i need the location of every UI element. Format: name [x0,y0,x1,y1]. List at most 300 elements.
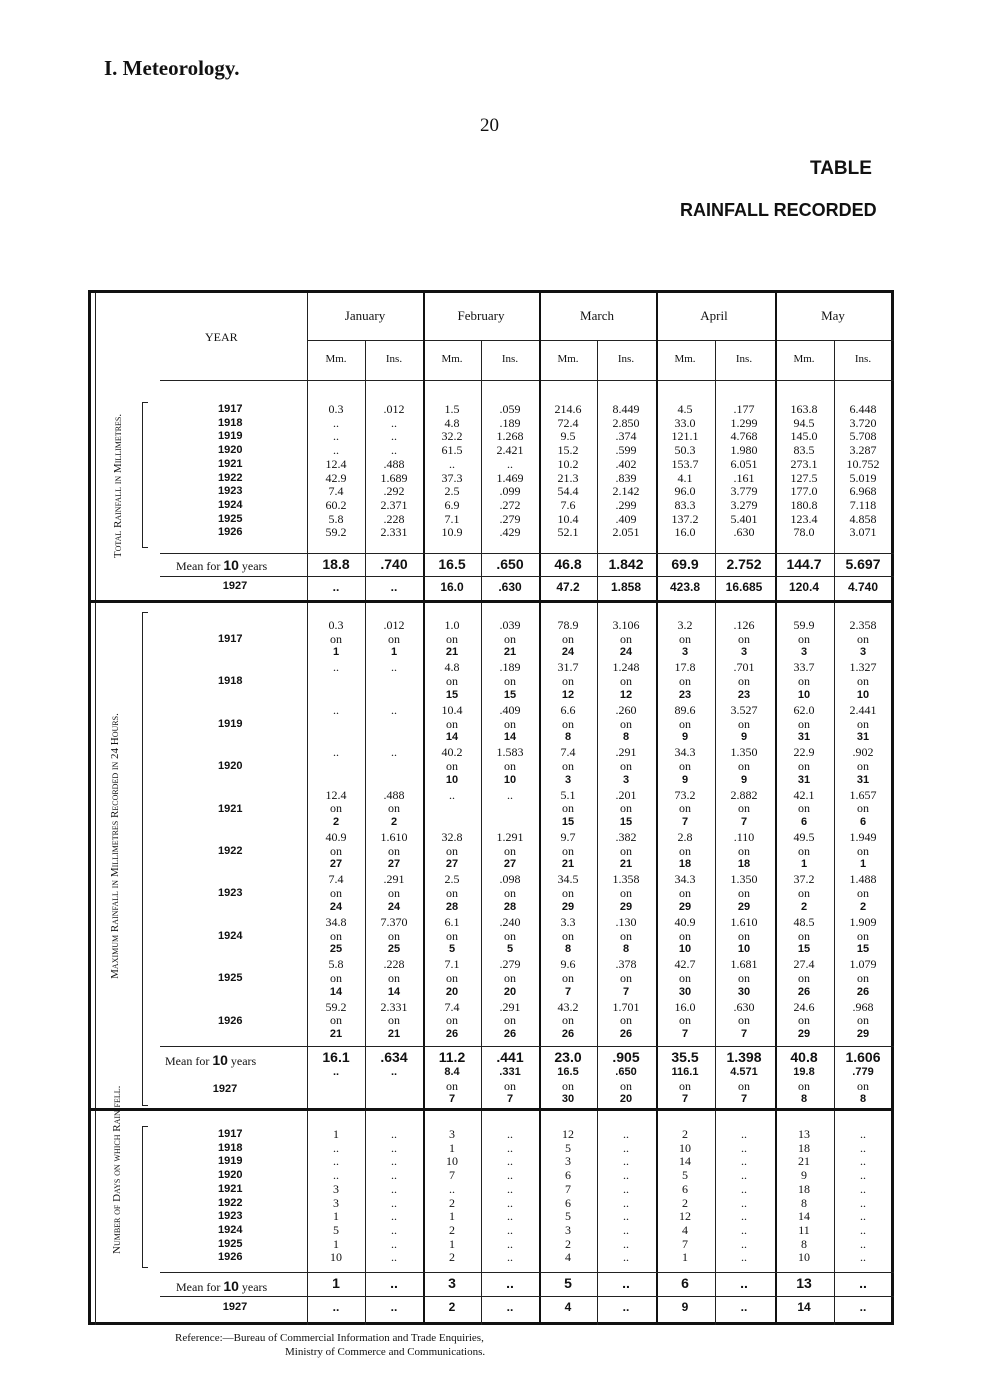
data-cell: on [562,801,574,816]
data-cell: 20 [619,1093,633,1106]
data-cell: 12 [561,688,575,701]
year-brace [142,612,148,1106]
data-cell: 9 [740,773,748,786]
data-cell: 5 [333,1222,339,1237]
mean-cell: 35.5 [671,1049,699,1065]
data-cell: on [446,674,458,689]
unit-header: Mm. [441,353,463,365]
data-cell: on [446,716,458,731]
data-cell: .228 [383,957,405,972]
year-label: 1920 [218,444,243,457]
data-cell: .630 [498,580,522,594]
data-cell: .. [741,1140,747,1155]
data-cell: 2.8 [677,830,693,844]
data-cell: 34.3 [674,745,696,760]
data-cell: 2 [449,1195,455,1210]
year-label: 1923 [218,485,243,498]
data-cell: on [738,970,750,985]
data-cell: .. [741,1209,747,1224]
data-cell: .. [741,1222,747,1237]
data-cell: 1.248 [612,660,640,675]
data-cell: 3.279 [730,497,758,512]
data-cell: on [504,886,516,901]
data-cell: on [620,674,632,689]
data-cell: .599 [615,443,637,458]
mean-cell: 40.8 [790,1049,818,1065]
data-cell: 1.0 [444,618,460,632]
data-cell: 8 [800,1093,808,1106]
data-cell: 14 [798,1209,810,1224]
data-cell: 34.3 [674,872,696,887]
data-cell: .. [740,1300,748,1314]
mean-label-part: 10 [223,557,239,573]
data-cell: 27 [445,858,459,871]
data-cell: .. [391,1181,397,1196]
data-cell: 10 [446,1154,458,1169]
data-cell: .279 [499,511,521,526]
data-cell: 7.4 [444,999,460,1014]
data-cell: .. [860,1209,866,1224]
data-cell: 18 [737,858,751,871]
data-cell: 2.371 [380,497,408,512]
data-cell: 7 [506,1093,514,1106]
data-cell: on [620,1013,632,1028]
header-rule [160,380,894,381]
data-cell: 7.1 [444,511,460,526]
data-cell: on [679,716,691,731]
data-cell: 15 [619,816,633,828]
data-cell: .. [622,1300,630,1314]
data-cell: on [620,928,632,943]
data-cell: 0.3 [328,618,344,632]
data-cell: 2.142 [612,484,640,499]
data-cell: on [679,843,691,858]
data-cell: 1 [390,646,398,659]
data-cell: on [504,1078,516,1093]
data-cell: 3 [449,1127,455,1141]
data-cell: 6.6 [560,702,576,717]
data-cell: on [446,886,458,901]
data-cell: 47.2 [556,580,580,594]
data-cell: 5.1 [560,787,576,802]
data-cell: .161 [733,470,755,485]
data-cell: 21 [561,858,575,871]
data-cell: .. [623,1222,629,1237]
data-cell: .. [333,1140,339,1155]
data-cell: .099 [499,484,521,499]
data-cell: 21 [503,646,517,659]
data-cell: .. [741,1236,747,1251]
data-cell: 2 [449,1222,455,1237]
data-cell: on [798,801,810,816]
data-cell: on [679,928,691,943]
data-cell: on [738,674,750,689]
data-cell: 34.8 [325,914,347,929]
mean-cell: 69.9 [671,556,699,572]
data-cell: .. [623,1236,629,1251]
data-cell: 54.4 [557,484,579,499]
data-cell: .272 [499,497,521,512]
data-cell: .. [449,1181,455,1196]
data-cell: 30 [678,985,692,998]
data-cell: 10.752 [846,456,880,471]
mean-cell: 46.8 [554,556,582,572]
data-cell: on [620,631,632,646]
data-cell: 116.1 [671,1066,699,1078]
data-cell: 40.2 [441,745,463,760]
data-cell: 94.5 [793,415,815,430]
year-label: 1917 [218,633,243,645]
data-cell: 121.1 [671,429,699,444]
data-cell: on [504,928,516,943]
data-cell: on [738,843,750,858]
data-cell: on [330,970,342,985]
mean-cell: .634 [380,1049,408,1065]
data-cell: 31 [797,731,811,744]
data-cell: 7.4 [560,745,576,760]
data-cell: 10 [797,688,811,701]
data-cell: on [857,758,869,773]
data-cell: 6.968 [849,484,877,499]
data-cell: .. [860,1222,866,1237]
mean-label [176,1278,267,1295]
data-cell: .. [390,1066,398,1078]
data-cell: 27 [329,858,343,871]
unit-header: Ins. [501,353,519,365]
data-cell: on [562,674,574,689]
data-cell: on [738,1078,750,1093]
data-cell: 1.610 [380,830,408,844]
data-cell: on [857,928,869,943]
data-cell: .968 [852,999,874,1014]
data-cell: on [504,970,516,985]
data-cell: 1.299 [730,415,758,430]
data-cell: 1.327 [849,660,877,675]
year-label: 1921 [218,1182,243,1195]
data-cell: .. [391,702,397,717]
data-cell: 24 [619,646,633,659]
data-cell: 12 [562,1127,574,1141]
data-cell: 10 [330,1250,342,1265]
data-cell: 10 [856,688,870,701]
mean-rule [160,553,894,554]
data-cell: 32.8 [441,830,463,844]
data-cell: on [562,716,574,731]
data-cell: 3.2 [677,618,693,632]
data-cell: 5.8 [328,511,344,526]
data-cell: 21 [798,1154,810,1169]
data-cell: .. [332,580,340,594]
data-cell: on [798,1078,810,1093]
data-cell: 60.2 [325,497,347,512]
mean-label-part: years [238,1280,268,1294]
year-brace [142,1126,148,1268]
data-cell: .. [333,1154,339,1169]
data-cell: 78.9 [557,618,579,632]
month-header: January [344,308,386,323]
data-cell: 5.8 [328,957,344,972]
data-cell: 2 [682,1195,688,1210]
data-cell: on [388,631,400,646]
data-cell: 12.4 [325,787,347,802]
mean-label-part: years [238,559,268,573]
data-cell: .. [391,1195,397,1210]
data-cell: 6 [682,1181,688,1196]
data-cell: 16.5 [557,1066,579,1078]
data-cell: 78.0 [793,525,815,540]
data-cell: 24 [329,900,343,913]
data-cell: .126 [733,618,755,632]
data-cell: 26 [445,1028,459,1040]
data-cell: on [388,886,400,901]
data-cell: .779 [852,1066,874,1078]
data-cell: on [620,970,632,985]
data-cell: 2.5 [444,484,460,499]
data-cell: 6.051 [730,456,758,471]
mean-cell: 16.5 [438,556,466,572]
data-cell: 30 [561,1093,575,1106]
data-cell: 15 [561,816,575,828]
data-cell: .. [507,456,513,471]
data-cell: 9 [801,1168,807,1183]
year-label: 1924 [218,1223,243,1236]
data-cell: on [562,758,574,773]
data-cell: .409 [499,702,521,717]
data-cell: 7 [448,1093,456,1106]
data-cell: 153.7 [671,456,699,471]
year-label: 1921 [218,457,243,470]
data-cell: .189 [499,660,521,675]
data-cell: .. [391,1127,397,1141]
data-cell: .. [623,1181,629,1196]
mean-label-part: 10 [212,1052,228,1068]
data-cell: 29 [856,1028,870,1040]
data-cell: .. [623,1250,629,1265]
mean-cell: 5 [564,1275,572,1291]
data-cell: 21.3 [557,470,579,485]
data-cell: 14 [387,985,401,998]
data-cell: 17.8 [674,660,696,675]
data-cell: 120.4 [788,580,820,594]
data-cell: .. [860,1195,866,1210]
data-cell: 21 [445,646,459,659]
data-cell: .039 [499,618,521,632]
data-cell: 31 [856,731,870,744]
data-cell: 10 [679,1140,691,1155]
data-cell: 7 [740,816,748,828]
data-cell: 4.740 [847,580,879,594]
data-cell: 2.850 [612,415,640,430]
data-cell: 59.9 [793,618,815,632]
year-label: 1920 [218,1169,243,1182]
data-cell: .. [507,1168,513,1183]
data-cell: 1.358 [612,872,640,887]
data-cell: 15 [445,688,459,701]
data-cell: 31 [856,773,870,786]
data-cell: 3 [859,646,867,659]
data-cell: 4.858 [849,511,877,526]
data-cell: 2.5 [444,872,460,887]
data-cell: 59.2 [325,525,347,540]
data-cell: .. [332,1300,340,1314]
mean-cell: 1.398 [726,1049,762,1065]
data-cell: on [562,886,574,901]
data-cell: on [798,843,810,858]
data-cell: 11 [798,1222,810,1237]
data-cell: 6.1 [444,914,460,929]
data-cell: on [504,758,516,773]
data-cell: .. [391,1168,397,1183]
data-cell: 18 [798,1140,810,1155]
data-cell: on [798,886,810,901]
data-cell: 24 [387,900,401,913]
data-cell: 1.583 [496,745,524,760]
data-cell: 1.610 [730,914,758,929]
data-cell: 2 [682,1127,688,1141]
data-cell: on [857,970,869,985]
data-cell: 1.350 [730,872,758,887]
year-label: 1918 [218,1141,243,1154]
data-cell: 180.8 [790,497,818,512]
data-cell: 31 [797,773,811,786]
data-cell: 1.350 [730,745,758,760]
data-cell: .. [860,1250,866,1265]
data-cell: .488 [383,787,405,802]
data-cell: .. [741,1195,747,1210]
year-label: 1923 [218,1210,243,1223]
data-cell: 1.689 [380,470,408,485]
mean-rule [160,1272,894,1273]
rain-days-label: Number of Days on which Rain fell. [111,1085,123,1254]
data-cell: 83.5 [793,443,815,458]
data-cell: 177.0 [790,484,818,499]
data-cell: on [679,758,691,773]
data-cell: on [504,1013,516,1028]
year-label: 1923 [218,887,243,900]
data-cell: 22.9 [793,745,815,760]
data-cell: 5 [506,943,514,956]
data-cell: 8 [801,1195,807,1210]
data-cell: 3.720 [849,415,877,430]
mean-label-part: 10 [223,1278,239,1294]
data-cell: .. [741,1250,747,1265]
mean-cell: 3 [448,1275,456,1291]
data-cell: .402 [615,456,637,471]
data-cell: on [562,928,574,943]
data-cell: 16.0 [674,999,696,1014]
data-cell: .. [507,1209,513,1224]
data-cell: .. [859,1300,867,1314]
data-cell: 8 [622,731,630,744]
year-label: 1925 [218,1237,243,1250]
data-cell: .. [333,660,339,675]
data-cell: .488 [383,456,405,471]
data-cell: .. [860,1154,866,1169]
year-label: 1922 [218,845,243,857]
data-cell: 7.370 [380,914,408,929]
data-cell: .650 [615,1066,637,1078]
data-cell: on [738,716,750,731]
data-cell: on [738,758,750,773]
data-cell: .. [506,1300,514,1314]
data-cell: 12 [679,1209,691,1224]
data-cell: 2 [800,900,808,913]
data-cell: .177 [733,402,755,416]
data-cell: 2.441 [849,702,877,717]
year-label: 1919 [218,1155,243,1168]
data-cell: 15 [856,943,870,956]
data-cell: 8 [622,943,630,956]
data-cell: on [679,886,691,901]
data-cell: 61.5 [441,443,463,458]
data-cell: 9.7 [560,830,576,844]
data-cell: 23 [737,688,751,701]
data-cell: 6 [800,816,808,828]
data-cell: 26 [619,1028,633,1040]
data-cell: on [388,928,400,943]
data-cell: .409 [615,511,637,526]
mean-cell: .740 [380,556,408,572]
data-cell: .. [390,1300,398,1314]
data-cell: .. [860,1140,866,1155]
month-header: February [457,308,505,323]
data-cell: on [504,674,516,689]
data-cell: 9 [681,1300,689,1314]
data-cell: 8 [801,1236,807,1251]
data-cell: 8.449 [612,402,640,416]
data-cell: .. [449,787,455,802]
year-label: 1926 [218,526,243,539]
data-cell: 6.9 [444,497,460,512]
data-cell: 3.071 [849,525,877,540]
data-cell: .. [507,1236,513,1251]
data-cell: .. [623,1127,629,1141]
data-cell: 26 [561,1028,575,1040]
unit-header: Mm. [557,353,579,365]
data-cell: 1.858 [610,580,642,594]
data-cell: 10 [445,773,459,786]
data-cell: on [679,1013,691,1028]
data-cell: 19.8 [793,1066,815,1078]
data-cell: 5 [448,943,456,956]
data-cell: 7 [681,1028,689,1040]
unit-header: Mm. [674,353,696,365]
data-cell: .374 [615,429,637,444]
data-cell: on [798,970,810,985]
data-cell: 4 [564,1300,572,1314]
data-cell: 14 [503,731,517,744]
data-cell: 89.6 [674,702,696,717]
data-cell: 27 [503,858,517,871]
data-cell: on [620,758,632,773]
data-cell: 5.019 [849,470,877,485]
data-cell: 1.488 [849,872,877,887]
data-cell: 6 [565,1195,571,1210]
data-cell: 29 [797,1028,811,1040]
data-cell: 24.6 [793,999,815,1014]
data-cell: 10 [678,943,692,956]
data-cell: 29 [678,900,692,913]
data-cell: 10.2 [557,456,579,471]
data-cell: 2 [449,1250,455,1265]
data-cell: .291 [615,745,637,760]
data-cell: on [388,970,400,985]
data-cell: 20 [445,985,459,998]
data-cell: on [679,631,691,646]
data-cell: 214.6 [554,402,582,416]
data-cell: 42.7 [674,957,696,972]
data-cell: 23 [678,688,692,701]
